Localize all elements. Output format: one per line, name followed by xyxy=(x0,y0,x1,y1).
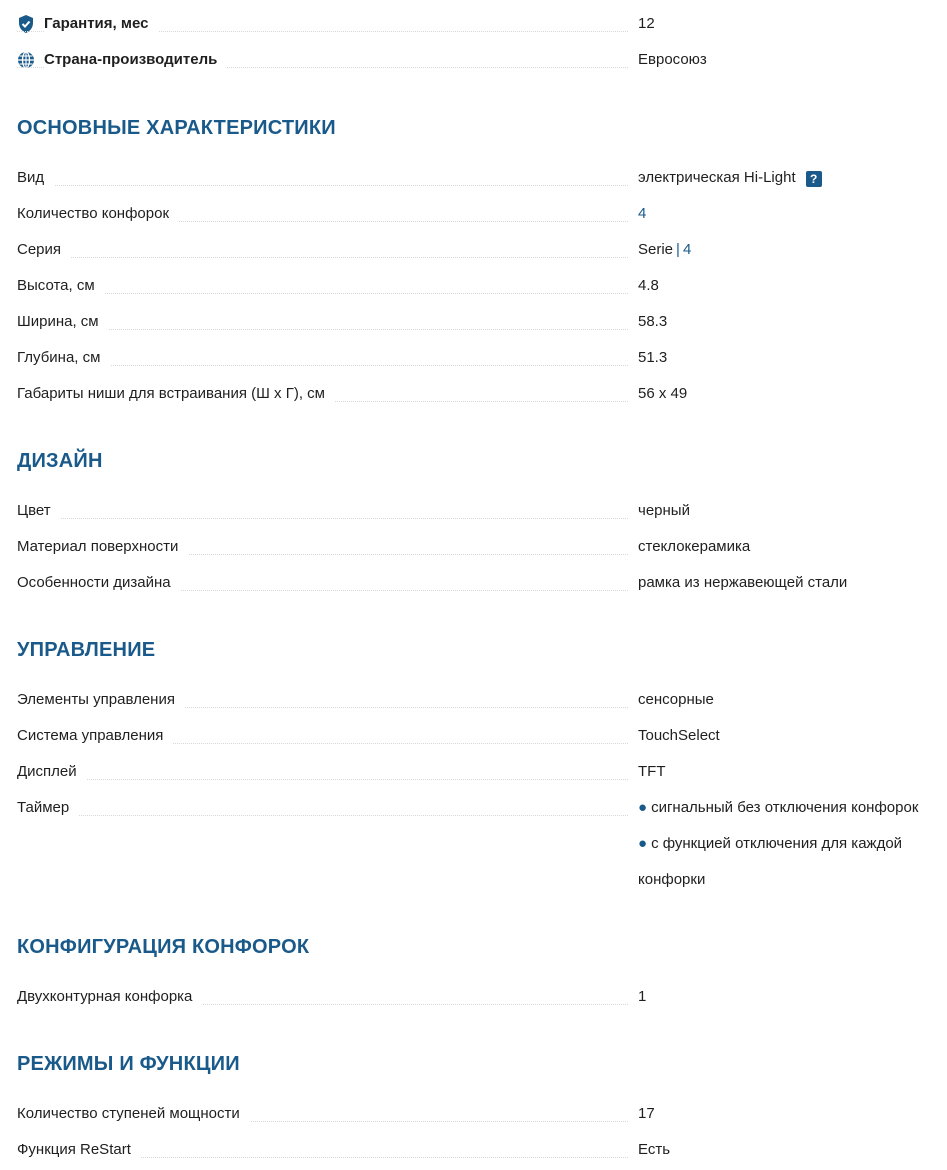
dotted-leader xyxy=(17,815,628,816)
spec-label: Система управления xyxy=(17,718,173,754)
spec-value: TouchSelect xyxy=(638,727,720,744)
spec-row xyxy=(17,979,947,1015)
spec-value-list-item xyxy=(638,826,902,862)
spec-row xyxy=(17,682,947,718)
spec-row-timer xyxy=(17,790,947,826)
spec-row xyxy=(17,565,947,601)
spec-label: Материал поверхности xyxy=(17,529,188,565)
section-title-modes: РЕЖИМЫ И ФУНКЦИИ xyxy=(17,1053,240,1075)
spec-row xyxy=(17,754,947,790)
spec-value: 1 xyxy=(638,988,647,1005)
dotted-leader xyxy=(17,779,628,780)
spec-label: Вид xyxy=(17,160,54,196)
spec-row-continuation xyxy=(17,826,947,862)
spec-value: 51.3 xyxy=(638,349,668,366)
series-number-link[interactable]: 4 xyxy=(682,241,692,258)
spec-row xyxy=(17,529,947,565)
help-icon[interactable]: ? xyxy=(806,171,822,187)
series-name: Serie xyxy=(638,241,674,258)
spec-row-continuation xyxy=(17,862,947,898)
spec-value: Евросоюз xyxy=(638,51,707,68)
spec-value-link[interactable]: 4 xyxy=(638,205,647,222)
bullet-icon: ● xyxy=(638,799,648,816)
spec-row xyxy=(17,1096,947,1132)
section-title-main: ОСНОВНЫЕ ХАРАКТЕРИСТИКИ xyxy=(17,117,336,139)
dotted-leader xyxy=(17,293,628,294)
spec-label: Страна-производитель xyxy=(44,42,227,78)
series-separator: | xyxy=(676,241,680,258)
spec-value: стеклокерамика xyxy=(638,538,751,555)
spec-row xyxy=(17,493,947,529)
spec-label: Серия xyxy=(17,232,71,268)
spec-label: Элементы управления xyxy=(17,682,185,718)
spec-value: 17 xyxy=(638,1105,655,1122)
spec-label: Количество ступеней мощности xyxy=(17,1096,250,1132)
spec-row-warranty xyxy=(17,6,947,42)
dotted-leader xyxy=(17,185,628,186)
spec-label: Ширина, см xyxy=(17,304,109,340)
spec-value xyxy=(638,160,822,196)
spec-value: 12 xyxy=(638,15,655,32)
spec-value xyxy=(638,232,691,268)
dotted-leader xyxy=(17,518,628,519)
spec-label: Габариты ниши для встраивания (Ш x Г), см xyxy=(17,376,335,412)
spec-value: сенсорные xyxy=(638,691,714,708)
spec-value: черный xyxy=(638,502,690,519)
spec-value-text: с функцией отключения для каждой xyxy=(651,835,903,852)
spec-row xyxy=(17,160,947,196)
spec-row xyxy=(17,232,947,268)
spec-row xyxy=(17,268,947,304)
spec-value: 4.8 xyxy=(638,277,659,294)
spec-label: Гарантия, мес xyxy=(44,6,158,42)
spec-value: 58.3 xyxy=(638,313,668,330)
spec-row xyxy=(17,196,947,232)
spec-value: рамка из нержавеющей стали xyxy=(638,574,848,591)
spec-value-text: конфорки xyxy=(638,871,706,888)
spec-label: Количество конфорок xyxy=(17,196,179,232)
spec-label: Особенности дизайна xyxy=(17,565,181,601)
spec-row xyxy=(17,376,947,412)
bullet-icon: ● xyxy=(638,835,648,852)
spec-value-list-item xyxy=(638,790,918,826)
spec-label: Дисплей xyxy=(17,754,87,790)
spec-value-text: электрическая Hi-Light xyxy=(638,169,796,186)
spec-row xyxy=(17,1132,947,1168)
section-title-design: ДИЗАЙН xyxy=(17,450,103,472)
spec-label: Функция ReStart xyxy=(17,1132,141,1168)
section-title-control: УПРАВЛЕНИЕ xyxy=(17,639,156,661)
spec-value: 56 x 49 xyxy=(638,385,688,402)
spec-label: Двухконтурная конфорка xyxy=(17,979,202,1015)
spec-label: Цвет xyxy=(17,493,61,529)
spec-value: TFT xyxy=(638,763,666,780)
spec-row xyxy=(17,304,947,340)
section-title-burners: КОНФИГУРАЦИЯ КОНФОРОК xyxy=(17,936,310,958)
spec-value-text: сигнальный без отключения конфорок xyxy=(651,799,919,816)
spec-value: Есть xyxy=(638,1141,671,1158)
spec-row xyxy=(17,718,947,754)
spec-row-country xyxy=(17,42,947,78)
dotted-leader xyxy=(17,329,628,330)
spec-label: Глубина, см xyxy=(17,340,110,376)
dotted-leader xyxy=(17,257,628,258)
spec-row xyxy=(17,340,947,376)
spec-label: Высота, см xyxy=(17,268,105,304)
spec-label: Таймер xyxy=(17,790,79,826)
